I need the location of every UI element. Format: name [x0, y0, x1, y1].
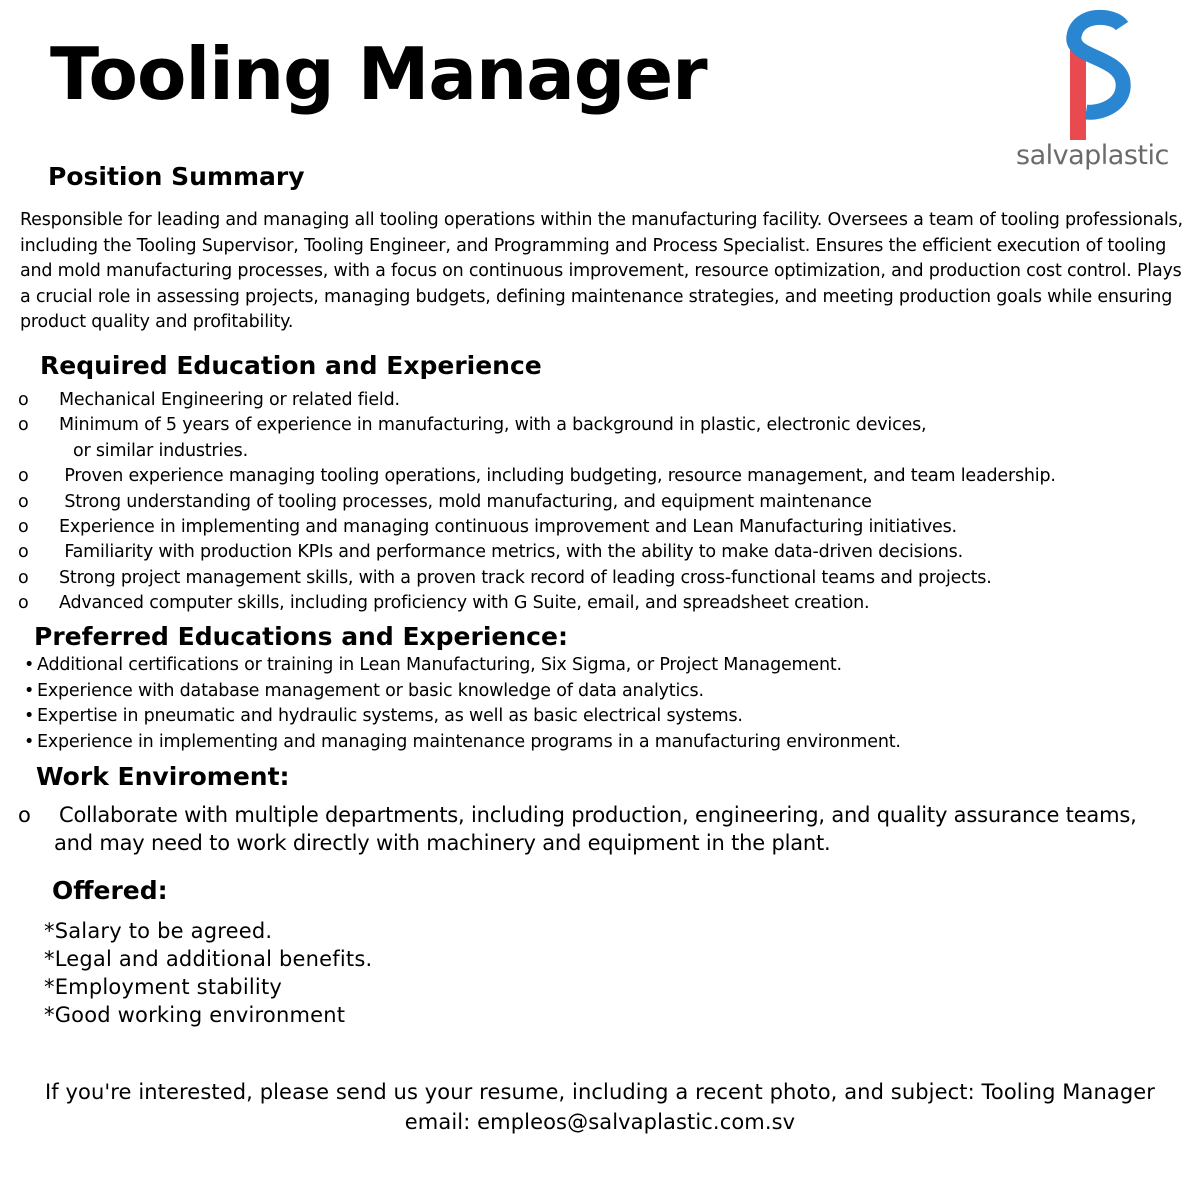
- list-item: [24, 679, 901, 705]
- list-item-text: Additional certifications or training in Lean Manufacturing, Six Sigma, or Project Management.: [37, 655, 842, 675]
- list-item: [18, 566, 1193, 591]
- list-item: [18, 413, 1193, 464]
- list-item-text: Expertise in pneumatic and hydraulic systems, as well as basic electrical systems.: [37, 706, 743, 726]
- list-item: *Legal and additional benefits.: [44, 947, 373, 971]
- list-marker: o: [18, 803, 31, 827]
- list-item: [18, 388, 1193, 413]
- list-item-text: Strong project management skills, with a proven track record of leading cross-functional teams and projects.: [59, 567, 992, 588]
- work-environment-line-1: Collaborate with multiple departments, including production, engineering, and quality assurance teams,: [59, 803, 1137, 827]
- list-marker: o: [18, 542, 29, 563]
- logo-wordmark: salvaplastic: [1016, 140, 1169, 171]
- list-marker: o: [18, 491, 29, 512]
- list-item-text: Experience with database management or basic knowledge of data analytics.: [37, 680, 704, 701]
- list-item-text: Familiarity with production KPIs and performance metrics, with the ability to make data-driven decisions.: [59, 542, 963, 563]
- preferred-heading: Preferred Educations and Experience:: [34, 622, 568, 651]
- list-item-continuation: or similar industries.: [73, 440, 248, 461]
- list-item: [18, 490, 1193, 515]
- required-list: [18, 388, 1193, 617]
- page-title: Tooling Manager: [50, 32, 707, 116]
- work-environment-line-2: and may need to work directly with machinery and equipment in the plant.: [54, 831, 831, 855]
- list-marker: o: [18, 517, 29, 538]
- offered-list: [44, 917, 372, 1029]
- list-item-text: Minimum of 5 years of experience in manufacturing, with a background in plastic, electronic devices,: [59, 415, 927, 436]
- list-item: [24, 653, 901, 679]
- offered-heading: Offered:: [52, 876, 168, 905]
- footer-email: email: empleos@salvaplastic.com.sv: [404, 1110, 796, 1134]
- list-marker: o: [18, 466, 29, 487]
- bullet-marker: •: [24, 680, 35, 701]
- bullet-marker: •: [24, 655, 35, 675]
- list-marker: o: [18, 415, 29, 436]
- list-item: *Good working environment: [44, 1003, 346, 1027]
- list-item: *Employment stability: [44, 975, 282, 999]
- work-environment-item: [18, 801, 1193, 857]
- list-marker: o: [18, 593, 29, 614]
- list-item: [24, 730, 901, 756]
- work-environment-heading: Work Enviroment:: [36, 762, 290, 791]
- list-item: [18, 515, 1193, 540]
- list-marker: o: [18, 390, 29, 410]
- bullet-marker: •: [24, 706, 35, 726]
- position-summary-text: Responsible for leading and managing all tooling operations within the manufacturing facility. Oversees a team of tooling professionals, including the Tooling Supervisor, Tooling Engineer, and Programming and Process Specialist. Ensures the efficient execution of tooling and mold manufacturing processes, with a focus on continuous improvement, resource optimization, and production cost control. Plays a crucial role in assessing projects, managing budgets, defining maintenance strategies, and meeting production goals while ensuring product quality and profitability.: [20, 210, 1183, 332]
- list-item-text: Experience in implementing and managing maintenance programs in a manufacturing environment.: [37, 731, 901, 752]
- list-item-text: Proven experience managing tooling operations, including budgeting, resource management, and team leadership.: [59, 466, 1056, 487]
- list-marker: o: [18, 567, 29, 588]
- list-item: [18, 540, 1193, 565]
- preferred-list: [24, 653, 901, 755]
- required-heading: Required Education and Experience: [40, 351, 542, 380]
- list-item-text: Advanced computer skills, including proficiency with G Suite, email, and spreadsheet creation.: [59, 593, 870, 614]
- list-item: [24, 704, 901, 730]
- footer-instructions: If you're interested, please send us your resume, including a recent photo, and subject: Tooling Manager: [44, 1080, 1156, 1104]
- footer: [0, 1077, 1200, 1137]
- logo-red-bar: [1070, 46, 1086, 140]
- position-summary-heading: Position Summary: [48, 162, 305, 191]
- list-item: [18, 591, 1193, 616]
- list-item-text: Mechanical Engineering or related field.: [59, 390, 400, 410]
- list-item: *Salary to be agreed.: [44, 919, 273, 943]
- bullet-marker: •: [24, 731, 35, 752]
- list-item: [18, 464, 1193, 489]
- list-item-text: Experience in implementing and managing continuous improvement and Lean Manufacturing initiatives.: [59, 517, 957, 538]
- list-item-text: Strong understanding of tooling processes, mold manufacturing, and equipment maintenance: [59, 491, 872, 512]
